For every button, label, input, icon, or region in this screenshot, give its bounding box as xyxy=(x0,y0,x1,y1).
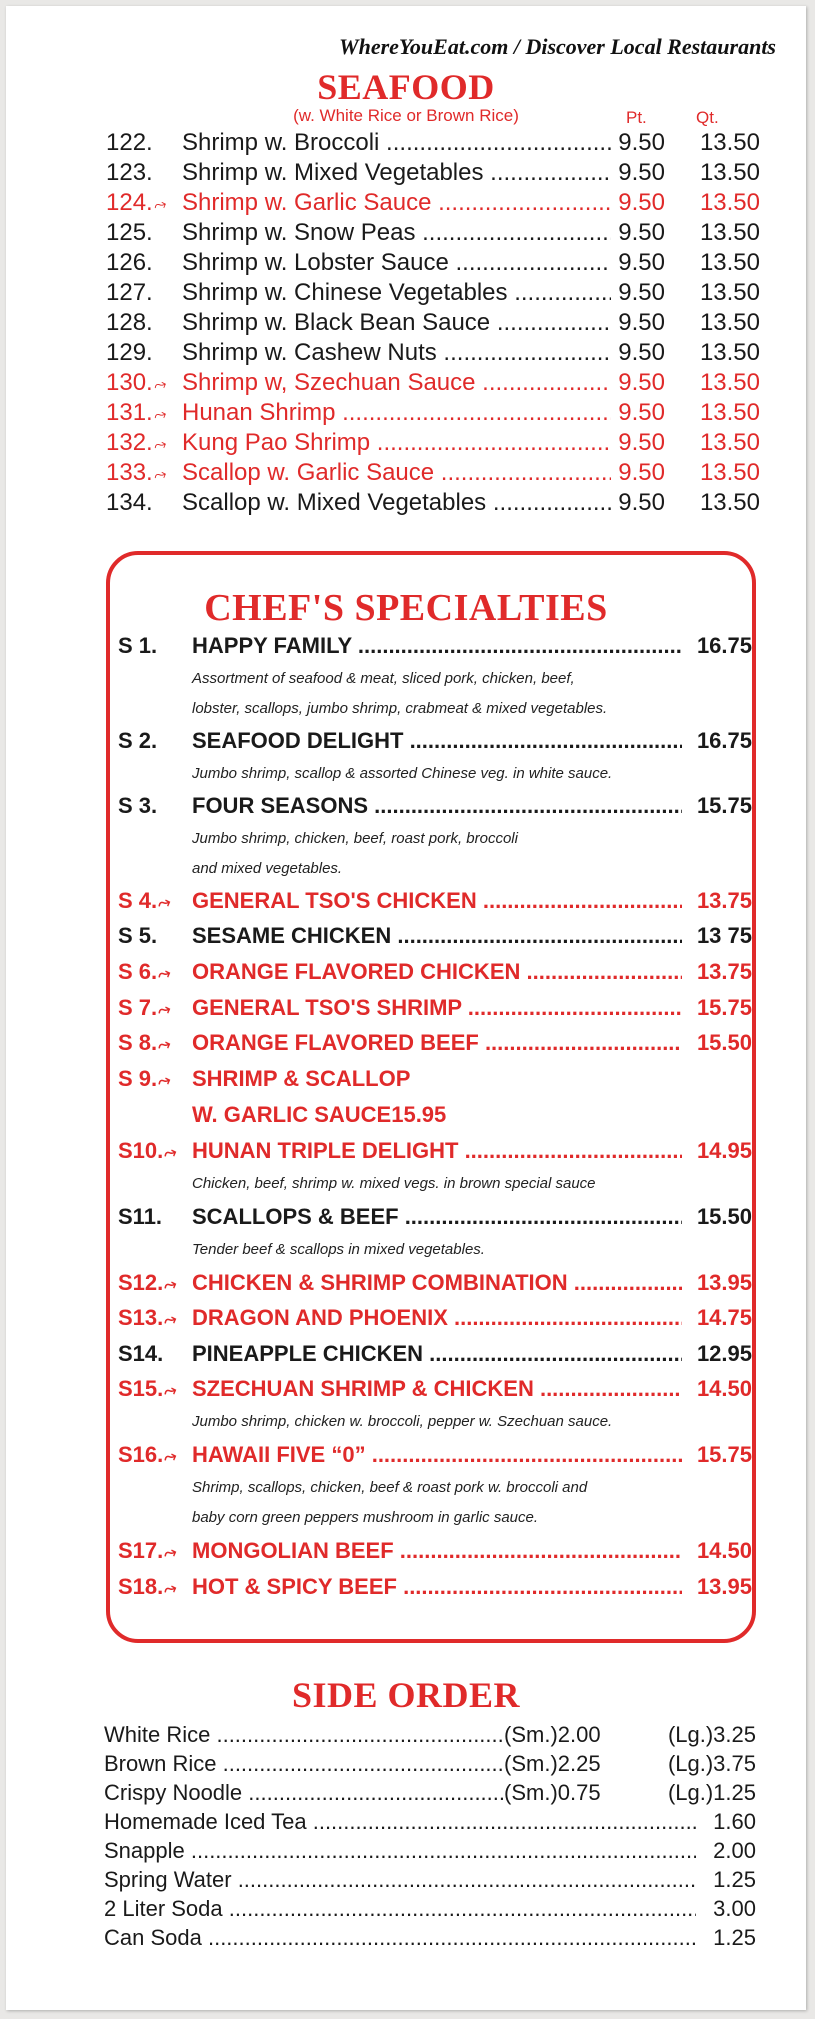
item-name: Shrimp w. Lobster Sauce ..... xyxy=(182,248,612,278)
item-price: 15.75 xyxy=(682,993,752,1023)
item-number: S 1. xyxy=(118,633,158,658)
chef-item xyxy=(6,993,806,1023)
chili-pepper-icon: ⤳ xyxy=(161,1143,180,1164)
item-number: S17.⤳ xyxy=(118,1536,177,1569)
side-item xyxy=(6,1865,806,1894)
chili-pepper-icon: ⤳ xyxy=(161,1579,180,1600)
item-price-pint: 9.50 xyxy=(611,248,665,278)
item-price-quart: 13.50 xyxy=(699,489,760,516)
item-number: 126. xyxy=(106,249,153,276)
item-name: Shrimp w. Garlic Sauce ..... xyxy=(182,188,612,218)
item-price: 1.60 xyxy=(696,1807,756,1836)
chef-item xyxy=(6,1064,806,1094)
menu-page xyxy=(6,6,806,2010)
item-price-large: (Lg.)3.75 xyxy=(667,1751,756,1776)
chef-item xyxy=(6,631,806,661)
item-price: 13 75 xyxy=(682,921,752,951)
item-number: 131.⤳ xyxy=(106,398,167,431)
item-name: ORANGE FLAVORED CHICKEN ..... xyxy=(192,957,682,987)
item-name: MONGOLIAN BEEF ..... xyxy=(192,1536,682,1566)
seafood-item xyxy=(6,158,806,188)
item-price-quart: 13.50 xyxy=(699,429,760,456)
item-price-quart: 13.50 xyxy=(699,399,760,426)
item-number: 125. xyxy=(106,219,153,246)
item-price: 13.75 xyxy=(682,957,752,987)
item-number: S18.⤳ xyxy=(118,1572,177,1605)
item-name: Scallop w. Garlic Sauce ..... xyxy=(182,458,612,488)
item-name: HAPPY FAMILY ..... xyxy=(192,631,682,661)
item-number: 123. xyxy=(106,159,153,186)
seafood-item xyxy=(6,278,806,308)
item-price-pint: 9.50 xyxy=(611,188,665,218)
item-price: 15.50 xyxy=(682,1202,752,1232)
item-name: Can Soda ..... xyxy=(104,1923,714,1952)
item-number: S 6.⤳ xyxy=(118,957,171,990)
seafood-item xyxy=(6,368,806,398)
item-name: DRAGON AND PHOENIX ..... xyxy=(192,1303,682,1333)
chili-pepper-icon: ⤳ xyxy=(155,1000,174,1021)
seafood-item xyxy=(6,248,806,278)
item-number: S10.⤳ xyxy=(118,1136,177,1169)
item-name: SEAFOOD DELIGHT ..... xyxy=(192,726,682,756)
item-price-pint: 9.50 xyxy=(611,368,665,398)
chili-pepper-icon: ⤳ xyxy=(151,195,169,216)
chef-specialties-title: CHEF'S SPECIALTIES xyxy=(204,587,608,629)
item-number: S11. xyxy=(118,1204,163,1229)
chili-pepper-icon: ⤳ xyxy=(151,465,169,486)
chef-item xyxy=(6,886,806,916)
chef-item xyxy=(6,726,806,756)
quart-column-header: Qt. xyxy=(696,108,719,127)
item-price-pint: 9.50 xyxy=(611,488,665,518)
item-description: Jumbo shrimp, chicken w. broccoli, pepper w. Szechuan sauce. xyxy=(192,1413,613,1430)
chili-pepper-icon: ⤳ xyxy=(151,405,169,426)
item-name: Hunan Shrimp ..... xyxy=(182,398,612,428)
chili-pepper-icon: ⤳ xyxy=(161,1447,180,1468)
chef-item xyxy=(6,1572,806,1602)
item-number: S 9.⤳ xyxy=(118,1064,171,1097)
side-item xyxy=(6,1749,806,1778)
item-number: S14. xyxy=(118,1341,164,1366)
item-price: 12.95 xyxy=(682,1339,752,1369)
item-price-large: (Lg.)1.25 xyxy=(667,1780,756,1805)
seafood-item xyxy=(6,428,806,458)
item-name: Kung Pao Shrimp ..... xyxy=(182,428,612,458)
item-name: 2 Liter Soda ..... xyxy=(104,1894,714,1923)
item-name: Crispy Noodle ..... xyxy=(104,1778,504,1807)
chef-item xyxy=(6,791,806,821)
item-number: S 4.⤳ xyxy=(118,886,171,919)
seafood-title: SEAFOOD xyxy=(317,67,495,107)
chili-pepper-icon: ⤳ xyxy=(155,964,174,985)
item-name: Scallop w. Mixed Vegetables ..... xyxy=(182,488,612,518)
chili-pepper-icon: ⤳ xyxy=(155,1071,174,1092)
item-description: lobster, scallops, jumbo shrimp, crabmeat & mixed vegetables. xyxy=(192,700,608,717)
item-price: 16.75 xyxy=(682,726,752,756)
item-price-pint: 9.50 xyxy=(611,308,665,338)
item-price: 15.75 xyxy=(682,1440,752,1470)
item-number: S12.⤳ xyxy=(118,1268,177,1301)
chef-item xyxy=(6,921,806,951)
seafood-item xyxy=(6,398,806,428)
side-item xyxy=(6,1923,806,1952)
chili-pepper-icon: ⤳ xyxy=(161,1310,180,1331)
seafood-subtitle: (w. White Rice or Brown Rice) xyxy=(293,106,519,125)
item-name: Shrimp w, Szechuan Sauce ..... xyxy=(182,368,612,398)
item-number: S16.⤳ xyxy=(118,1440,177,1473)
item-number: 122. xyxy=(106,129,153,156)
item-price: 2.00 xyxy=(696,1836,756,1865)
seafood-item xyxy=(6,488,806,518)
chef-item xyxy=(6,1339,806,1369)
item-number: 134. xyxy=(106,489,153,516)
item-name: PINEAPPLE CHICKEN ..... xyxy=(192,1339,682,1369)
item-number: 124.⤳ xyxy=(106,188,167,221)
chili-pepper-icon: ⤳ xyxy=(151,435,169,456)
item-number: 130.⤳ xyxy=(106,368,167,401)
seafood-item xyxy=(6,188,806,218)
chef-item xyxy=(6,1202,806,1232)
item-number: S 8.⤳ xyxy=(118,1028,171,1061)
item-price-quart: 13.50 xyxy=(699,279,760,306)
item-price-quart: 13.50 xyxy=(699,219,760,246)
item-price: 15.75 xyxy=(682,791,752,821)
item-name: HUNAN TRIPLE DELIGHT ..... xyxy=(192,1136,682,1166)
site-header: WhereYouEat.com / Discover Local Restaurants xyxy=(339,34,776,59)
chef-item xyxy=(6,1268,806,1298)
item-price-quart: 13.50 xyxy=(699,249,760,276)
chili-pepper-icon: ⤳ xyxy=(161,1543,180,1564)
chili-pepper-icon: ⤳ xyxy=(161,1381,180,1402)
item-price-quart: 13.50 xyxy=(699,159,760,186)
item-description: baby corn green peppers mushroom in garlic sauce. xyxy=(192,1509,539,1526)
chef-item xyxy=(6,1136,806,1166)
item-description: and mixed vegetables. xyxy=(192,860,343,877)
item-number: S15.⤳ xyxy=(118,1374,177,1407)
item-description: Jumbo shrimp, chicken, beef, roast pork, broccoli xyxy=(192,830,518,847)
side-item xyxy=(6,1720,806,1749)
item-price: 13.95 xyxy=(682,1572,752,1602)
item-name: White Rice ..... xyxy=(104,1720,504,1749)
item-name: SCALLOPS & BEEF ..... xyxy=(192,1202,682,1232)
item-name: HAWAII FIVE “0” ..... xyxy=(192,1440,682,1470)
seafood-item xyxy=(6,458,806,488)
item-number: 128. xyxy=(106,309,153,336)
item-name: Shrimp w. Mixed Vegetables ..... xyxy=(182,158,612,188)
item-price: 13.95 xyxy=(682,1268,752,1298)
item-price: 15.50 xyxy=(682,1028,752,1058)
chef-item xyxy=(6,957,806,987)
item-price: 14.50 xyxy=(682,1536,752,1566)
pint-column-header: Pt. xyxy=(626,108,647,127)
item-price-quart: 13.50 xyxy=(699,189,760,216)
item-name: Shrimp w. Cashew Nuts ..... xyxy=(182,338,612,368)
item-description: Jumbo shrimp, scallop & assorted Chinese veg. in white sauce. xyxy=(192,765,613,782)
side-order-title: SIDE ORDER xyxy=(291,1675,521,1715)
item-number: 127. xyxy=(106,279,153,306)
chili-pepper-icon: ⤳ xyxy=(155,1035,174,1056)
item-number: 132.⤳ xyxy=(106,428,167,461)
item-name: Shrimp w. Snow Peas ..... xyxy=(182,218,612,248)
item-name: SZECHUAN SHRIMP & CHICKEN ..... xyxy=(192,1374,682,1404)
item-name: Shrimp w. Broccoli ..... xyxy=(182,128,612,158)
item-price: 16.75 xyxy=(682,631,752,661)
item-price-quart: 13.50 xyxy=(699,369,760,396)
side-item xyxy=(6,1836,806,1865)
item-description: Tender beef & scallops in mixed vegetables. xyxy=(192,1241,485,1258)
item-name: SESAME CHICKEN ..... xyxy=(192,921,682,951)
item-price: 1.25 xyxy=(696,1923,756,1952)
item-price-small: (Sm.)2.00 xyxy=(504,1720,614,1749)
item-name: Spring Water ..... xyxy=(104,1865,714,1894)
item-price-pint: 9.50 xyxy=(611,338,665,368)
item-number: 129. xyxy=(106,339,153,366)
item-name: FOUR SEASONS ..... xyxy=(192,791,682,821)
item-name: CHICKEN & SHRIMP COMBINATION ..... xyxy=(192,1268,682,1298)
chili-pepper-icon: ⤳ xyxy=(155,893,174,914)
seafood-item xyxy=(6,128,806,158)
seafood-item xyxy=(6,218,806,248)
item-number: S 7.⤳ xyxy=(118,993,171,1026)
item-name: Homemade Iced Tea ..... xyxy=(104,1807,714,1836)
item-name: Brown Rice ..... xyxy=(104,1749,504,1778)
item-name-continued: W. GARLIC SAUCE15.95 xyxy=(192,1102,447,1127)
seafood-item xyxy=(6,338,806,368)
item-price-large: (Lg.)3.25 xyxy=(667,1722,756,1747)
item-name: HOT & SPICY BEEF ..... xyxy=(192,1572,682,1602)
chef-item xyxy=(6,1440,806,1470)
chef-item xyxy=(6,1374,806,1404)
item-price-pint: 9.50 xyxy=(611,158,665,188)
chef-item xyxy=(6,1028,806,1058)
side-item xyxy=(6,1894,806,1923)
item-name: GENERAL TSO'S SHRIMP ..... xyxy=(192,993,682,1023)
item-price: 14.95 xyxy=(682,1136,752,1166)
side-item xyxy=(6,1778,806,1807)
item-price-pint: 9.50 xyxy=(611,128,665,158)
item-price-pint: 9.50 xyxy=(611,398,665,428)
item-price-pint: 9.50 xyxy=(611,278,665,308)
side-item xyxy=(6,1807,806,1836)
item-price-pint: 9.50 xyxy=(611,218,665,248)
item-name: Shrimp w. Black Bean Sauce ..... xyxy=(182,308,612,338)
item-description: Chicken, beef, shrimp w. mixed vegs. in brown special sauce xyxy=(192,1175,596,1192)
item-price-quart: 13.50 xyxy=(699,339,760,366)
item-price: 13.75 xyxy=(682,886,752,916)
seafood-item xyxy=(6,308,806,338)
item-price-pint: 9.50 xyxy=(611,428,665,458)
item-price: 3.00 xyxy=(696,1894,756,1923)
item-price: 1.25 xyxy=(696,1865,756,1894)
item-price: 14.50 xyxy=(682,1374,752,1404)
item-price-small: (Sm.)0.75 xyxy=(504,1778,614,1807)
item-price-quart: 13.50 xyxy=(699,459,760,486)
chef-item-line2 xyxy=(6,1100,806,1130)
item-price-quart: 13.50 xyxy=(699,309,760,336)
chili-pepper-icon: ⤳ xyxy=(151,375,169,396)
item-number: S13.⤳ xyxy=(118,1303,177,1336)
item-price-small: (Sm.)2.25 xyxy=(504,1749,614,1778)
item-number: S 2. xyxy=(118,728,158,753)
item-description: Assortment of seafood & meat, sliced pork, chicken, beef, xyxy=(192,670,575,687)
item-name: Snapple ..... xyxy=(104,1836,714,1865)
item-name: GENERAL TSO'S CHICKEN ..... xyxy=(192,886,682,916)
chef-item xyxy=(6,1536,806,1566)
item-number: S 5. xyxy=(118,923,158,948)
item-number: 133.⤳ xyxy=(106,458,167,491)
item-number: S 3. xyxy=(118,793,158,818)
item-name: Shrimp w. Chinese Vegetables ..... xyxy=(182,278,612,308)
item-name: SHRIMP & SCALLOP xyxy=(192,1066,411,1091)
chef-item xyxy=(6,1303,806,1333)
chili-pepper-icon: ⤳ xyxy=(161,1275,180,1296)
item-name: ORANGE FLAVORED BEEF ..... xyxy=(192,1028,682,1058)
item-price: 14.75 xyxy=(682,1303,752,1333)
item-description: Shrimp, scallops, chicken, beef & roast pork w. broccoli and xyxy=(192,1479,588,1496)
item-price-pint: 9.50 xyxy=(611,458,665,488)
item-price-quart: 13.50 xyxy=(699,129,760,156)
